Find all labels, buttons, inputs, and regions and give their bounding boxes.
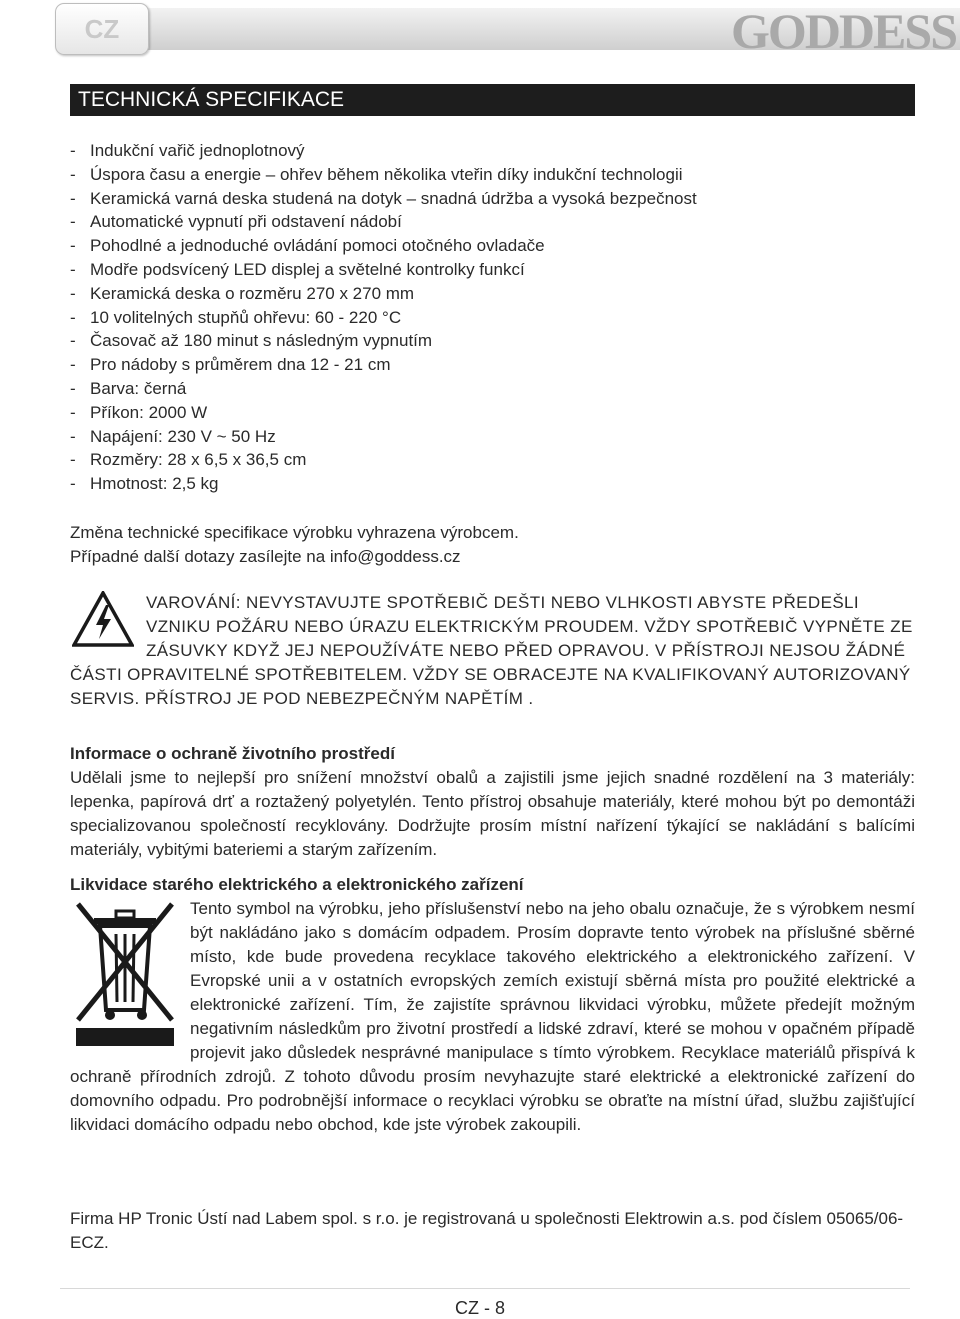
footer-divider xyxy=(60,1288,910,1289)
language-tab-label: CZ xyxy=(84,13,120,44)
warning-text xyxy=(70,591,915,711)
spec-notes xyxy=(70,521,910,568)
spec-item: - Barva: černá xyxy=(70,377,910,401)
spec-item: - Rozměry: 28 x 6,5 x 36,5 cm xyxy=(70,448,910,472)
spec-item: - Modře podsvícený LED displej a světelné kontrolky funkcí xyxy=(70,258,910,282)
spec-list xyxy=(70,139,910,496)
spec-change-note: Změna technické specifikace výrobku vyhrazena výrobcem. xyxy=(70,523,519,542)
environment-section xyxy=(70,742,915,862)
spec-item: - Indukční vařič jednoplotnový xyxy=(70,139,910,163)
spec-item: - Úspora času a energie – ohřev během několika vteřin díky indukční technologii xyxy=(70,163,910,187)
section-title: TECHNICKÁ SPECIFIKACE xyxy=(70,84,915,116)
spec-item: - Příkon: 2000 W xyxy=(70,401,910,425)
brand-logo: GODDESS xyxy=(731,3,956,59)
contact-note: Případné další dotazy zasílejte na info@goddess.cz xyxy=(70,546,461,566)
environment-title: Informace o ochraně životního prostředí xyxy=(70,744,395,763)
spec-item: - Pohodlné a jednoduché ovládání pomoci otočného ovladače xyxy=(70,234,910,258)
page-header xyxy=(0,0,960,62)
disposal-text-block xyxy=(70,897,915,1137)
spec-item: - Hmotnost: 2,5 kg xyxy=(70,472,910,496)
spec-item: - Časovač až 180 minut s následným vypnutím xyxy=(70,329,910,353)
environment-text: Udělali jsme to nejlepší pro snížení množství obalů a zajistili jsme jejich snadné rozdělení na 3 materiály: lepenka, papírová drť a roztažený polyetylén. Tento přístroj obsahuje materiály, které mohou být po demontáži specializovanou společností recyklovány. Dodržujte prosím místní nařízení týkající se nakládání s balícími materiály, vybitými bateriemi a starým zařízením. xyxy=(70,768,915,859)
company-registration: Firma HP Tronic Ústí nad Labem spol. s r.o. je registrovaná u společnosti Elektrowin a.s. pod číslem 05065/06-ECZ. xyxy=(70,1209,904,1252)
warning-text-content: VAROVÁNÍ: NEVYSTAVUJTE SPOTŘEBIČ DEŠTI NEBO VLHKOSTI ABYSTE PŘEDEŠLI VZNIKU POŽÁRU NEBO ÚRAZU ELEKTRICKÝM PROUDEM. VŽDY SPOTŘEBIČ VYPNĚTE ZE ZÁSUVKY KDYŽ JEJ NEPOUŽÍVÁTE NEBO PŘED OPRAVOU. V PŘÍSTROJI NEJSOU ŽÁDNÉ ČÁSTI OPRAVITELNÉ SPOTŘEBITELEM. VŽDY SE OBRACEJTE NA KVALIFIKOVANÝ AUTORIZOVANÝ SERVIS. PŘÍSTROJ JE POD NEBEZPEČNÝM NAPĚTÍM . xyxy=(70,593,913,708)
spec-item: - Automatické vypnutí při odstavení nádobí xyxy=(70,210,910,234)
spec-item: - Keramická varná deska studená na dotyk – snadná údržba a vysoká bezpečnost xyxy=(70,187,910,211)
spec-item: - 10 volitelných stupňů ohřevu: 60 - 220 °C xyxy=(70,306,910,330)
disposal-text: Tento symbol na výrobku, jeho příslušenství nebo na jeho obalu označuje, že s výrobkem nesmí být nakládáno jako s domácím odpadem. Prosím dopravte tento výrobek na příslušné sběrné místo, kde bude provedena recyklace takového elektrického a elektronického zařízení. V Evropské unii a v ostatních evropských zemích existují sběrná místa pro použité elektrické a elektronické zařízení. Tím, že zajistíte správnou likvidaci výrobku, můžete předejít možným negativním následkům pro životní prostředí a lidské zdraví, které se mohou v opačném případě projevit jako důsledek nesprávné manipulace s tímto výrobkem. Recyklace materiálů přispívá k ochraně přírodních zdrojů. Z tohoto důvodu prosím nevyhazujte staré elektrické a elektronické zařízení do domovního odpadu. Pro podrobnější informace o recyklaci výrobku se obraťte na místní úřad, službu zajišťující likvidaci domácího odpadu nebo obchod, kde jste výrobek zakoupili. xyxy=(70,899,915,1134)
spec-item: - Keramická deska o rozměru 270 x 270 mm xyxy=(70,282,910,306)
spec-item: - Pro nádoby s průměrem dna 12 - 21 cm xyxy=(70,353,910,377)
disposal-title: Likvidace starého elektrického a elektronického zařízení xyxy=(70,875,524,894)
language-tab xyxy=(55,3,149,55)
page-number: CZ - 8 xyxy=(454,1298,505,1318)
spec-item: - Napájení: 230 V ~ 50 Hz xyxy=(70,425,910,449)
